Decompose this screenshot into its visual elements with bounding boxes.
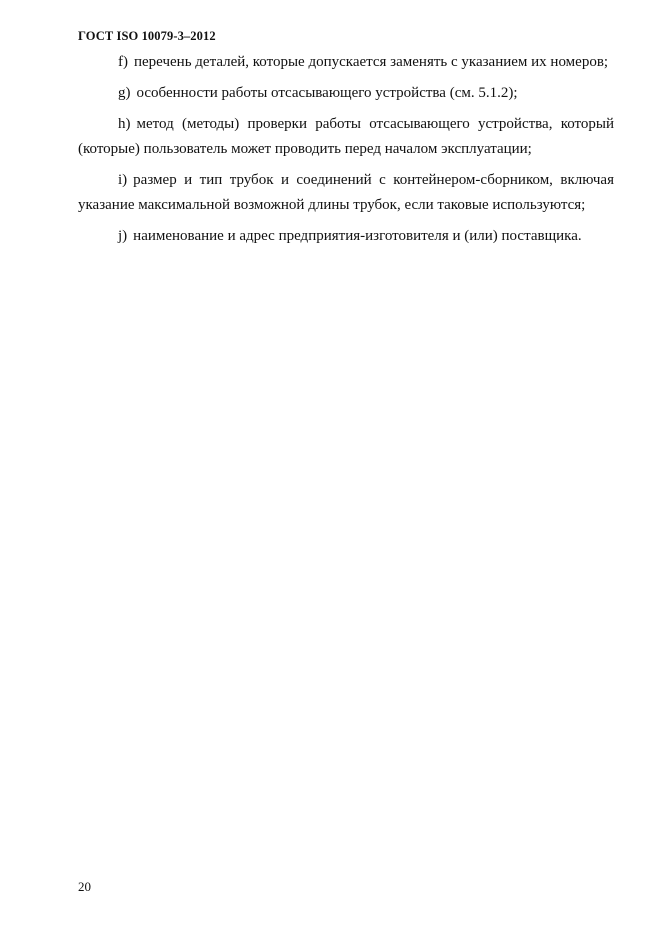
list-item-text: наименование и адрес предприятия-изготовителя и (или) поставщика. — [133, 228, 582, 244]
list-item-text: перечень деталей, которые допускается заменять с указанием их номеров; — [134, 54, 609, 70]
list-item-text: особенности работы отсасывающего устройства (см. 5.1.2); — [136, 85, 518, 101]
list-item-j — [78, 224, 614, 249]
list-item-f — [78, 50, 614, 75]
list-marker: f) — [118, 54, 128, 70]
document-body — [78, 50, 614, 255]
document-header: ГОСТ ISO 10079-3–2012 — [78, 29, 216, 43]
list-item-text: метод (методы) проверки работы отсасывающего устройства, который (которые) пользователь может проводить перед началом эксплуатации; — [78, 116, 614, 157]
list-marker: i) — [118, 172, 128, 188]
page-number: 20 — [78, 879, 91, 894]
list-item-g — [78, 81, 614, 106]
list-marker: j) — [118, 228, 128, 244]
list-marker: g) — [118, 85, 131, 101]
list-item-text: размер и тип трубок и соединений с контейнером-сборником, включая указание максимальной возможной длины трубок, если таковые используются; — [78, 172, 614, 213]
list-item-i — [78, 168, 614, 218]
list-marker: h) — [118, 116, 131, 132]
list-item-h — [78, 112, 614, 162]
